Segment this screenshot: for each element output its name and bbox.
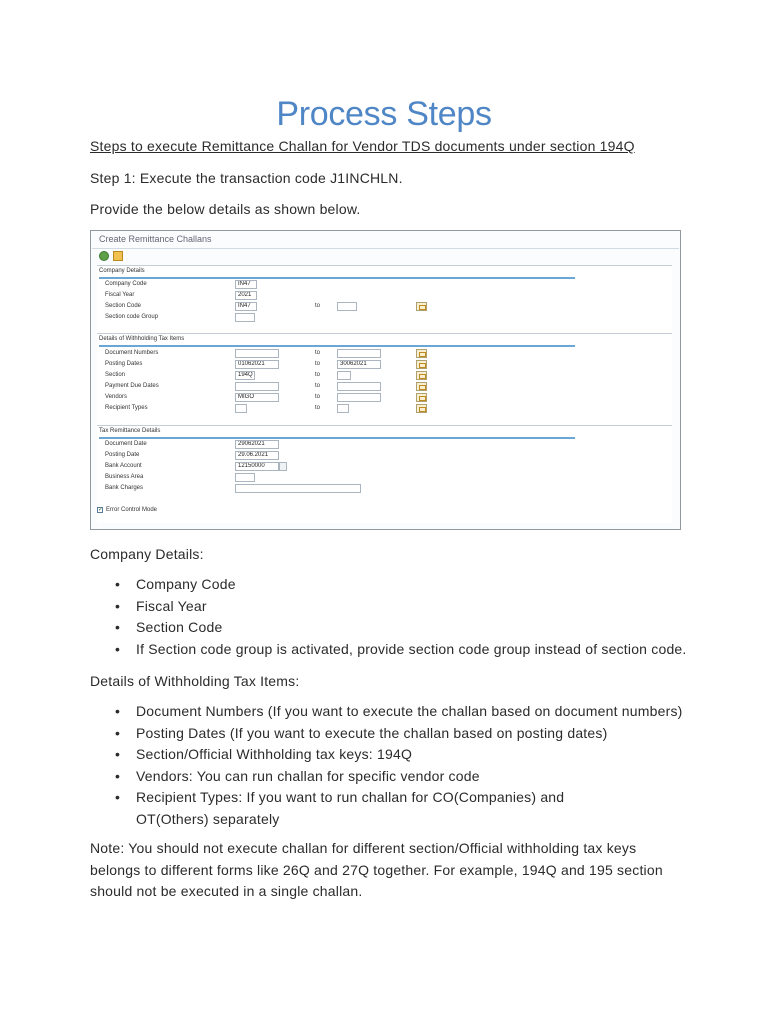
withholding-tax-header: Details of Withholding Tax Items bbox=[99, 336, 185, 342]
posting-dates-label: Posting Dates bbox=[105, 361, 143, 367]
business-area-label: Business Area bbox=[105, 474, 144, 480]
document-numbers-label: Document Numbers bbox=[105, 350, 159, 356]
multiple-selection-icon[interactable] bbox=[416, 404, 427, 413]
document-date-label: Document Date bbox=[105, 441, 147, 447]
section-code-input[interactable]: IN47 bbox=[235, 302, 257, 311]
section-code-group-input[interactable] bbox=[235, 313, 255, 322]
list-item: • Vendors: You can run challan for specific vendor code bbox=[90, 766, 690, 788]
multiple-selection-icon[interactable] bbox=[416, 360, 427, 369]
recipient-types-input[interactable] bbox=[235, 404, 247, 413]
list-item: • Document Numbers (If you want to execute the challan based on document numbers) bbox=[90, 701, 690, 723]
withholding-tax-group bbox=[97, 333, 672, 417]
bank-charges-label: Bank Charges bbox=[105, 485, 144, 491]
multiple-selection-icon[interactable] bbox=[416, 393, 427, 402]
section-code-group-label: Section code Group bbox=[105, 314, 159, 320]
section-to-label: to bbox=[315, 372, 321, 378]
execute-icon[interactable] bbox=[99, 251, 109, 261]
document-numbers-to-label: to bbox=[315, 350, 321, 356]
bank-account-label: Bank Account bbox=[105, 463, 142, 469]
list-item: • Section/Official Withholding tax keys: 194Q bbox=[90, 744, 690, 766]
posting-dates-input[interactable]: 01062021 bbox=[235, 360, 279, 369]
withholding-tax-heading: Details of Withholding Tax Items: bbox=[90, 673, 300, 689]
posting-date-label: Posting Date bbox=[105, 452, 140, 458]
list-item: • Company Code bbox=[90, 574, 690, 596]
section-code-label: Section Code bbox=[105, 303, 142, 309]
section-to-input[interactable] bbox=[337, 371, 351, 380]
list-item: • If Section code group is activated, provide section code group instead of section code. bbox=[90, 639, 690, 661]
company-details-header: Company Details bbox=[99, 268, 145, 274]
company-details-rule bbox=[99, 277, 575, 279]
multiple-selection-icon[interactable] bbox=[416, 302, 427, 311]
withholding-tax-rule bbox=[99, 345, 575, 347]
provide-details-text: Provide the below details as shown below. bbox=[90, 201, 361, 217]
list-item: • Recipient Types: If you want to run challan for CO(Companies) and OT(Others) separately bbox=[90, 787, 610, 830]
vendors-to-label: to bbox=[315, 394, 321, 400]
document-numbers-to-input[interactable] bbox=[337, 349, 381, 358]
sap-remittance-challan-screen bbox=[90, 230, 681, 530]
error-control-checkbox[interactable]: ✓ bbox=[98, 507, 104, 513]
variant-icon[interactable] bbox=[113, 251, 123, 261]
list-item: • Fiscal Year bbox=[90, 596, 690, 618]
fiscal-year-label: Fiscal Year bbox=[105, 292, 135, 298]
note-paragraph: Note: You should not execute challan for different section/Official withholding tax keys belongs to different forms like 26Q and 27Q together. For example, 194Q and 195 section should not be executed in a single challan. bbox=[90, 840, 663, 899]
business-area-input[interactable] bbox=[235, 473, 255, 482]
bank-account-input[interactable]: 12150000 bbox=[235, 462, 279, 471]
section-code-to-input[interactable] bbox=[337, 302, 357, 311]
page-title: Process Steps bbox=[276, 95, 492, 133]
search-help-icon[interactable] bbox=[279, 462, 287, 471]
fiscal-year-input[interactable]: 2021 bbox=[235, 291, 257, 300]
withholding-tax-list bbox=[90, 701, 690, 830]
company-details-list bbox=[90, 574, 690, 660]
error-control-label: Error Control Mode bbox=[106, 507, 158, 513]
list-item: • Section Code bbox=[90, 617, 690, 639]
multiple-selection-icon[interactable] bbox=[416, 382, 427, 391]
payment-due-dates-label: Payment Due Dates bbox=[105, 383, 159, 389]
recipient-types-to-label: to bbox=[315, 405, 321, 411]
section-label: Section bbox=[105, 372, 126, 378]
selection-screen bbox=[97, 265, 672, 523]
multiple-selection-icon[interactable] bbox=[416, 349, 427, 358]
posting-dates-to-label: to bbox=[315, 361, 321, 367]
company-details-heading: Company Details: bbox=[90, 546, 204, 562]
section-code-to-label: to bbox=[315, 303, 321, 309]
steps-subtitle: Steps to execute Remittance Challan for Vendor TDS documents under section 194Q bbox=[90, 138, 635, 154]
posting-date-input[interactable]: 29.06.2021 bbox=[235, 451, 279, 460]
company-code-label: Company Code bbox=[105, 281, 147, 287]
sap-window-title: Create Remittance Challans bbox=[99, 234, 212, 244]
tax-remittance-rule bbox=[99, 437, 575, 439]
payment-due-dates-input[interactable] bbox=[235, 382, 279, 391]
posting-dates-to-input[interactable]: 30062021 bbox=[337, 360, 381, 369]
vendors-label: Vendors bbox=[105, 394, 128, 400]
vendors-input[interactable]: MIGO bbox=[235, 393, 279, 402]
step-1-text: Step 1: Execute the transaction code J1INCHLN. bbox=[90, 170, 403, 186]
company-details-group bbox=[97, 265, 672, 325]
title-divider bbox=[92, 248, 679, 249]
bank-charges-input[interactable] bbox=[235, 484, 361, 493]
company-code-input[interactable]: IN47 bbox=[235, 280, 257, 289]
payment-due-dates-to-input[interactable] bbox=[337, 382, 381, 391]
recipient-types-label: Recipient Types bbox=[105, 405, 148, 411]
document-date-input[interactable]: 29062021 bbox=[235, 440, 279, 449]
multiple-selection-icon[interactable] bbox=[416, 371, 427, 380]
payment-due-dates-to-label: to bbox=[315, 383, 321, 389]
document-numbers-input[interactable] bbox=[235, 349, 279, 358]
recipient-types-to-input[interactable] bbox=[337, 404, 349, 413]
tax-remittance-header: Tax Remittance Details bbox=[99, 428, 161, 434]
vendors-to-input[interactable] bbox=[337, 393, 381, 402]
tax-remittance-group bbox=[97, 425, 672, 495]
list-item: • Posting Dates (If you want to execute the challan based on posting dates) bbox=[90, 723, 690, 745]
section-input[interactable]: 194Q bbox=[235, 371, 255, 380]
